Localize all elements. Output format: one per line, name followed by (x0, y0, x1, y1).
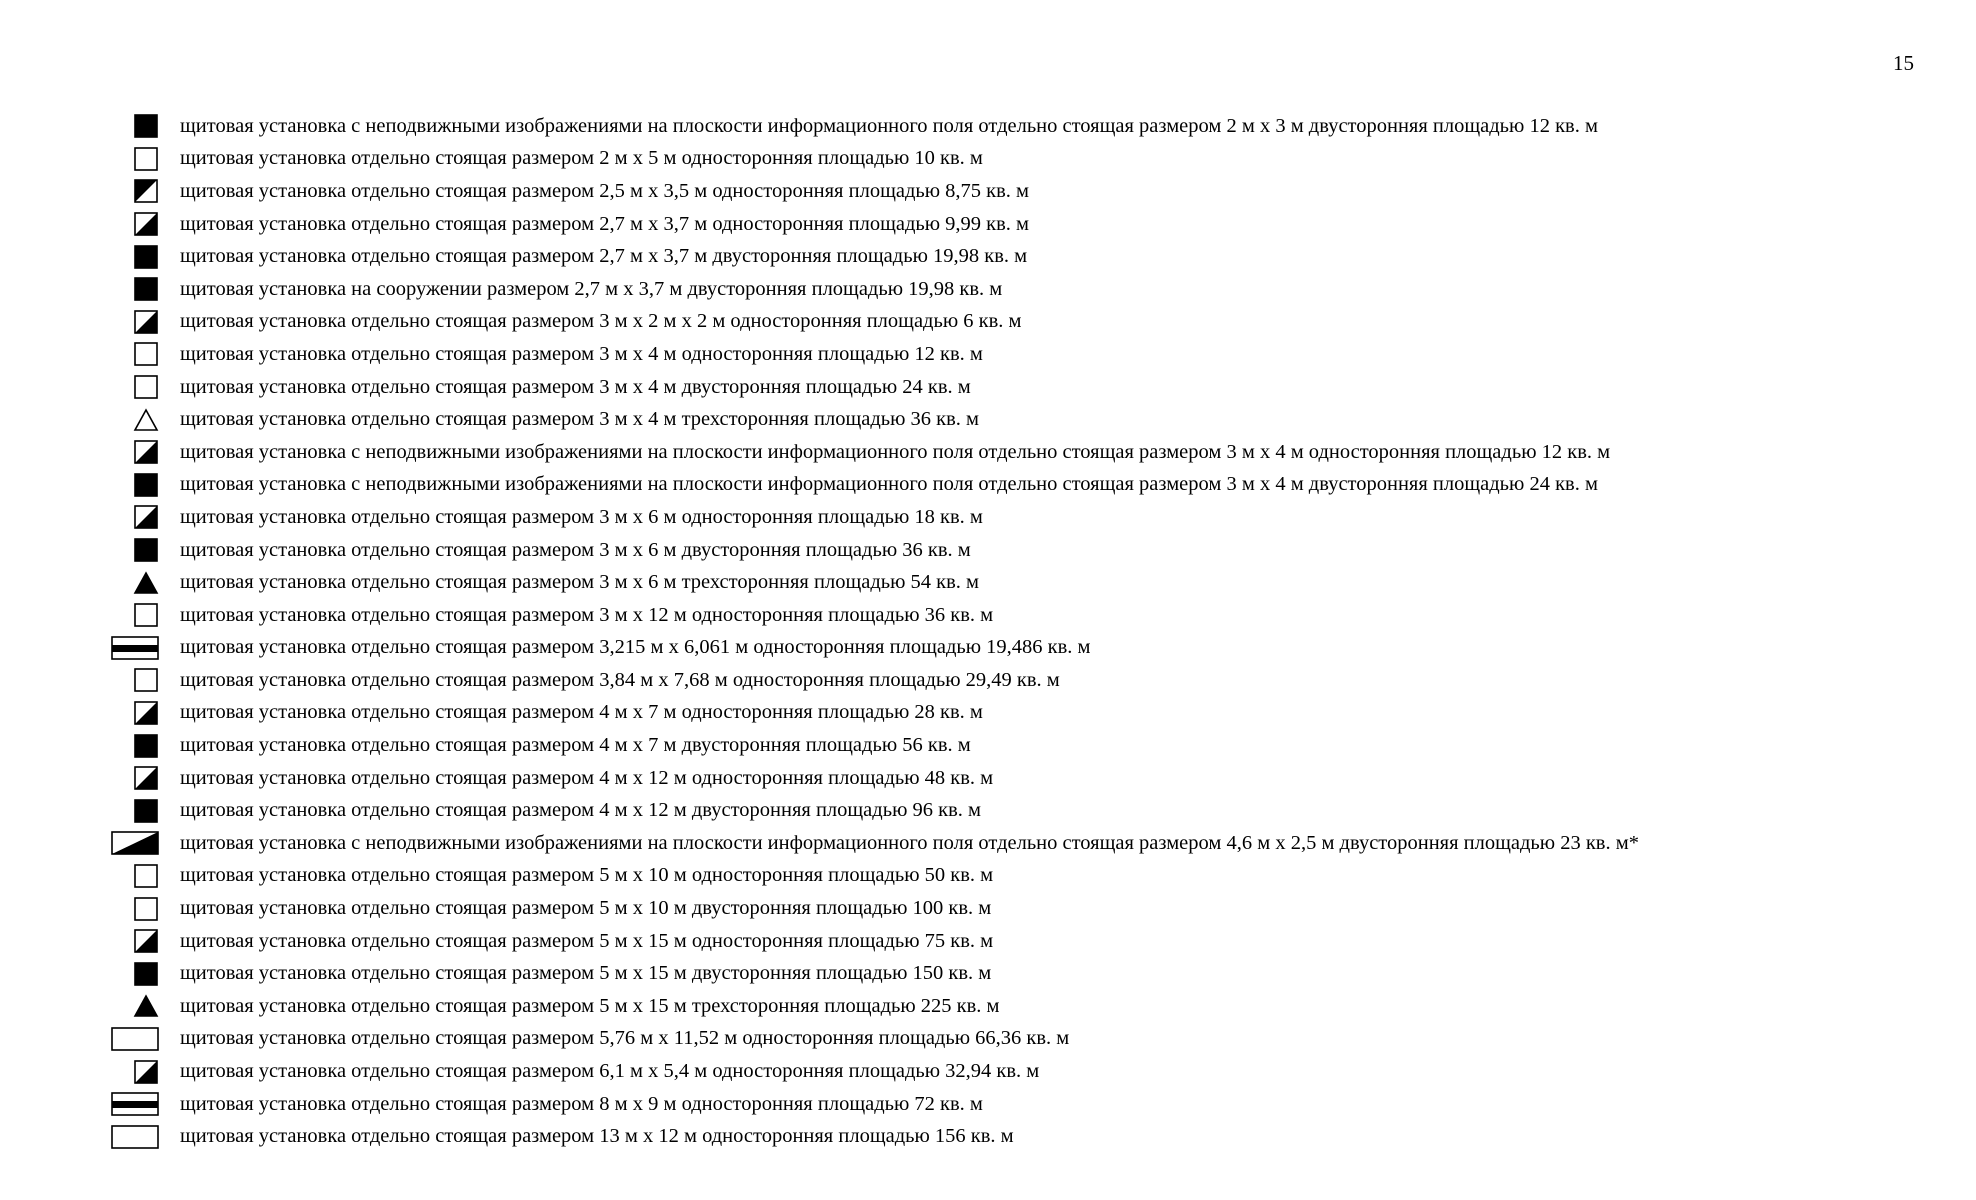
legend-item (110, 240, 1639, 273)
legend-item-label: щитовая установка отдельно стоящая размером 3 м х 12 м односторонняя площадью 36 кв. м (180, 603, 994, 626)
legend-item-label: щитовая установка отдельно стоящая размером 3,215 м х 6,061 м односторонняя площадью 19,486 кв. м (180, 636, 1091, 659)
square-filled-icon (134, 538, 158, 562)
legend-item-label: щитовая установка отдельно стоящая размером 4 м х 7 м двусторонняя площадью 56 кв. м (180, 734, 971, 757)
legend-item-label: щитовая установка отдельно стоящая размером 5 м х 15 м двусторонняя площадью 150 кв. м (180, 962, 992, 985)
legend-item (110, 371, 1639, 404)
legend-symbol-slot (110, 143, 180, 175)
legend-item-label: щитовая установка с неподвижными изображениями на плоскости информационного поля отдельно стоящая размером 4,6 м х 2,5 м двусторонняя площадью 23 кв. м* (180, 831, 1639, 854)
square-filled-icon (134, 962, 158, 986)
legend-item (110, 729, 1639, 762)
legend-item-label: щитовая установка отдельно стоящая размером 3 м х 6 м трехсторонняя площадью 54 кв. м (180, 571, 980, 594)
legend-item-label: щитовая установка отдельно стоящая размером 5,76 м х 11,52 м односторонняя площадью 66,36 кв. м (180, 1027, 1070, 1050)
square-half-lower-right-icon (134, 440, 158, 464)
legend-item-label: щитовая установка отдельно стоящая размером 3 м х 6 м двусторонняя площадью 36 кв. м (180, 538, 971, 561)
legend-symbol-slot (110, 306, 180, 338)
legend-item (110, 990, 1639, 1023)
legend-item (110, 306, 1639, 339)
legend-item-label: щитовая установка отдельно стоящая размером 3 м х 4 м двусторонняя площадью 24 кв. м (180, 375, 971, 398)
legend-symbol-slot (110, 241, 180, 273)
legend-item-label: щитовая установка отдельно стоящая размером 4 м х 12 м двусторонняя площадью 96 кв. м (180, 799, 981, 822)
legend-item-label: щитовая установка отдельно стоящая размером 5 м х 15 м трехсторонняя площадью 225 кв. м (180, 994, 1000, 1017)
legend-item-label: щитовая установка отдельно стоящая размером 2,7 м х 3,7 м односторонняя площадью 9,99 кв. м (180, 212, 1030, 235)
legend-item (110, 762, 1639, 795)
square-half-lower-right-icon (134, 212, 158, 236)
legend-item (110, 632, 1639, 665)
square-filled-icon (134, 245, 158, 269)
square-filled-icon (134, 473, 158, 497)
legend-symbol-slot (110, 860, 180, 892)
square-filled-icon (134, 114, 158, 138)
page-number: 15 (1893, 51, 1914, 75)
legend-item (110, 599, 1639, 632)
legend-symbol-slot (110, 534, 180, 566)
legend-symbol-slot (110, 925, 180, 957)
legend-item-label: щитовая установка отдельно стоящая размером 3 м х 2 м х 2 м односторонняя площадью 6 кв. м (180, 310, 1022, 333)
legend-symbol-slot (110, 958, 180, 990)
square-half-lower-right-icon (134, 766, 158, 790)
legend-symbol-slot (110, 697, 180, 729)
legend-symbol-slot (110, 730, 180, 762)
legend-item-label: щитовая установка отдельно стоящая размером 5 м х 15 м односторонняя площадью 75 кв. м (180, 929, 994, 952)
square-filled-icon (134, 734, 158, 758)
legend-item (110, 1055, 1639, 1088)
legend-item (110, 566, 1639, 599)
legend-list (110, 110, 1639, 1153)
legend-item-label: щитовая установка отдельно стоящая размером 4 м х 7 м односторонняя площадью 28 кв. м (180, 701, 983, 724)
legend-item (110, 273, 1639, 306)
square-empty-icon (134, 864, 158, 888)
legend-symbol-slot (110, 567, 180, 599)
square-empty-icon (134, 603, 158, 627)
legend-item (110, 469, 1639, 502)
legend-item-label: щитовая установка отдельно стоящая размером 13 м х 12 м односторонняя площадью 156 кв. м (180, 1125, 1014, 1148)
triangle-filled-icon (134, 994, 158, 1018)
legend-item (110, 338, 1639, 371)
legend-item-label: щитовая установка отдельно стоящая размером 3,84 м х 7,68 м односторонняя площадью 29,49 кв. м (180, 668, 1060, 691)
legend-item (110, 957, 1639, 990)
legend-symbol-slot (110, 1121, 180, 1153)
legend-symbol-slot (110, 827, 180, 859)
legend-symbol-slot (110, 1056, 180, 1088)
legend-item (110, 436, 1639, 469)
legend-symbol-slot (110, 632, 180, 664)
legend-item-label: щитовая установка отдельно стоящая размером 3 м х 4 м трехсторонняя площадью 36 кв. м (180, 408, 980, 431)
legend-symbol-slot (110, 469, 180, 501)
legend-item-label: щитовая установка отдельно стоящая размером 5 м х 10 м двусторонняя площадью 100 кв. м (180, 897, 992, 920)
legend-item (110, 534, 1639, 567)
legend-item-label: щитовая установка отдельно стоящая размером 3 м х 6 м односторонняя площадью 18 кв. м (180, 505, 983, 528)
legend-item (110, 175, 1639, 208)
rect-wide-empty-icon (111, 1027, 159, 1051)
legend-item-label: щитовая установка отдельно стоящая размером 2 м х 5 м односторонняя площадью 10 кв. м (180, 147, 983, 170)
triangle-filled-icon (134, 571, 158, 595)
legend-item-label: щитовая установка отдельно стоящая размером 3 м х 4 м односторонняя площадью 12 кв. м (180, 342, 983, 365)
legend-symbol-slot (110, 273, 180, 305)
square-half-lower-right-icon (134, 505, 158, 529)
legend-item-label: щитовая установка отдельно стоящая размером 2,7 м х 3,7 м двусторонняя площадью 19,98 кв. м (180, 245, 1028, 268)
legend-item-label: щитовая установка с неподвижными изображениями на плоскости информационного поля отдельно стоящая размером 3 м х 4 м односторонняя площадью 12 кв. м (180, 440, 1611, 463)
square-empty-icon (134, 668, 158, 692)
legend-symbol-slot (110, 762, 180, 794)
rect-wide-band-icon (111, 1092, 159, 1116)
square-half-lower-right-icon (134, 310, 158, 334)
legend-item (110, 697, 1639, 730)
legend-symbol-slot (110, 371, 180, 403)
legend-symbol-slot (110, 110, 180, 142)
legend-item (110, 1088, 1639, 1121)
legend-symbol-slot (110, 795, 180, 827)
legend-item-label: щитовая установка отдельно стоящая размером 5 м х 10 м односторонняя площадью 50 кв. м (180, 864, 994, 887)
legend-item (110, 1120, 1639, 1153)
rect-wide-band-icon (111, 636, 159, 660)
legend-item (110, 208, 1639, 241)
legend-item-label: щитовая установка на сооружении размером 2,7 м х 3,7 м двусторонняя площадью 19,98 кв. м (180, 277, 1003, 300)
square-half-upper-left-icon (134, 179, 158, 203)
square-half-lower-right-icon (134, 929, 158, 953)
legend-symbol-slot (110, 664, 180, 696)
legend-symbol-slot (110, 990, 180, 1022)
legend-symbol-slot (110, 404, 180, 436)
legend-item (110, 143, 1639, 176)
legend-item-label: щитовая установка отдельно стоящая размером 6,1 м х 5,4 м односторонняя площадью 32,94 кв. м (180, 1060, 1040, 1083)
legend-item-label: щитовая установка отдельно стоящая размером 2,5 м х 3,5 м односторонняя площадью 8,75 кв. м (180, 179, 1030, 202)
square-empty-icon (134, 147, 158, 171)
legend-item (110, 1023, 1639, 1056)
legend-item (110, 110, 1639, 143)
legend-item-label: щитовая установка отдельно стоящая размером 4 м х 12 м односторонняя площадью 48 кв. м (180, 766, 994, 789)
legend-item (110, 664, 1639, 697)
square-half-lower-right-icon (134, 1060, 158, 1084)
rect-wide-half-lower-right-icon (111, 831, 159, 855)
legend-item (110, 860, 1639, 893)
legend-symbol-slot (110, 175, 180, 207)
legend-item (110, 892, 1639, 925)
legend-item (110, 925, 1639, 958)
legend-symbol-slot (110, 501, 180, 533)
legend-symbol-slot (110, 1088, 180, 1120)
legend-item-label: щитовая установка отдельно стоящая размером 8 м х 9 м односторонняя площадью 72 кв. м (180, 1092, 983, 1115)
legend-item-label: щитовая установка с неподвижными изображениями на плоскости информационного поля отдельно стоящая размером 3 м х 4 м двусторонняя площадью 24 кв. м (180, 473, 1598, 496)
legend-item (110, 794, 1639, 827)
square-filled-icon (134, 277, 158, 301)
square-filled-icon (134, 799, 158, 823)
legend-item (110, 501, 1639, 534)
legend-symbol-slot (110, 208, 180, 240)
legend-symbol-slot (110, 893, 180, 925)
square-half-lower-right-icon (134, 701, 158, 725)
triangle-empty-icon (134, 408, 158, 432)
legend-symbol-slot (110, 1023, 180, 1055)
square-empty-icon (134, 897, 158, 921)
legend-symbol-slot (110, 338, 180, 370)
legend-symbol-slot (110, 599, 180, 631)
legend-symbol-slot (110, 436, 180, 468)
square-empty-icon (134, 342, 158, 366)
legend-item (110, 827, 1639, 860)
rect-wide-empty-icon (111, 1125, 159, 1149)
legend-item (110, 403, 1639, 436)
square-empty-icon (134, 375, 158, 399)
legend-item-label: щитовая установка с неподвижными изображениями на плоскости информационного поля отдельно стоящая размером 2 м х 3 м двусторонняя площадью 12 кв. м (180, 114, 1598, 137)
